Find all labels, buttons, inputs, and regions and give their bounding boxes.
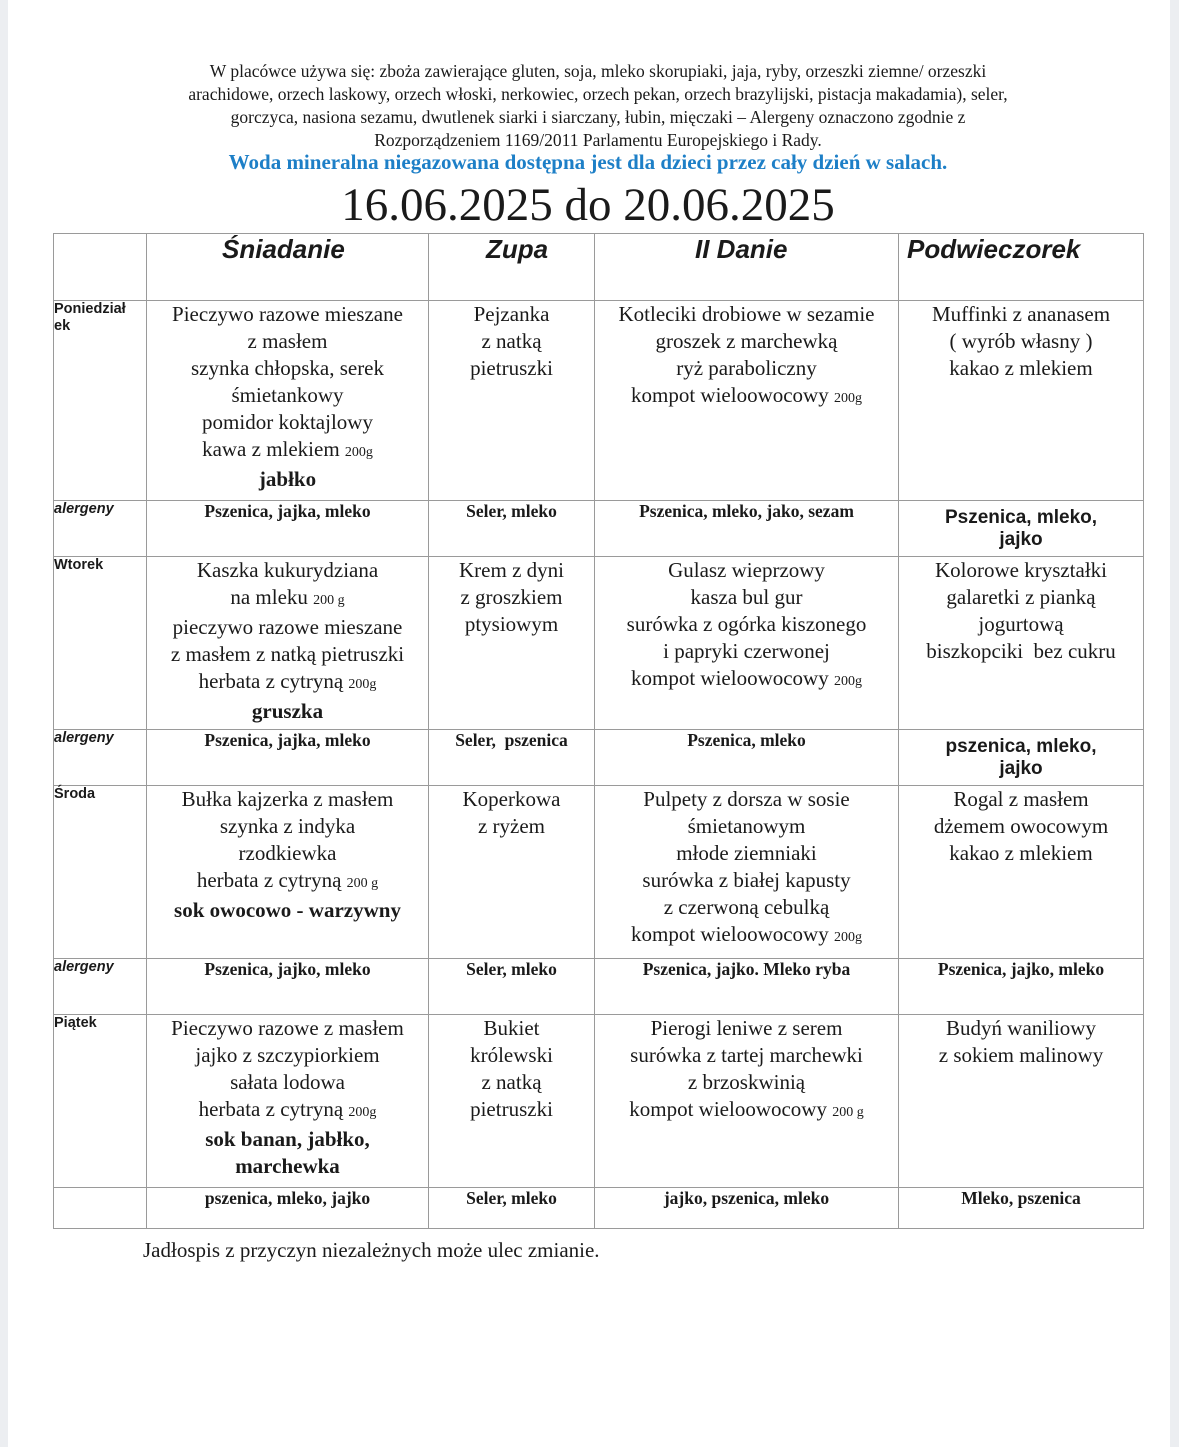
breakfast-cell (147, 301, 429, 501)
allergen-label: alergeny (54, 730, 147, 786)
meal-line: z ryżem (477, 814, 546, 838)
day-row-wednesday (54, 786, 1144, 959)
allergen-soup: Seler, pszenica (429, 730, 595, 786)
allergen-breakfast: pszenica, mleko, jajko (147, 1188, 429, 1229)
meal-line: surówka z ogórka kiszonego (626, 612, 867, 636)
allergen-label: alergeny (54, 959, 147, 1015)
allergen-soup: Seler, mleko (429, 1188, 595, 1229)
meal-line: ryż paraboliczny (676, 356, 817, 380)
meal-line: śmietankowy (231, 383, 344, 407)
meal-line: dżemem owocowym (933, 814, 1109, 838)
meal-line: kakao z mlekiem (949, 841, 1093, 865)
meal-text: kompot wieloowocowy (629, 1097, 827, 1121)
allergen-row-wednesday (54, 959, 1144, 1015)
meal-text: herbata z cytryną (198, 1097, 344, 1121)
meal-line (147, 436, 428, 466)
meal-line: z masłem (247, 329, 328, 353)
meal-line: z sokiem malinowy (938, 1043, 1104, 1067)
meal-line: jajko z szczypiorkiem (195, 1043, 380, 1067)
water-notice: Woda mineralna niegazowana dostępna jest dla dzieci przez cały dzień w salach. (228, 150, 948, 174)
portion-size: 200g (348, 1105, 377, 1120)
meal-text: kompot wieloowocowy (631, 922, 829, 946)
portion-size: 200 g (313, 593, 345, 608)
snack-cell (899, 557, 1144, 730)
main-cell (595, 557, 899, 730)
header-breakfast: Śniadanie (147, 234, 429, 301)
meal-line: Krem z dyni (459, 558, 564, 582)
header-soup: Zupa (429, 234, 595, 301)
meal-line: kasza bul gur (690, 585, 803, 609)
meal-line: ( wyrób własny ) (949, 329, 1093, 353)
meal-line: groszek z marchewką (655, 329, 838, 353)
allergen-main: jajko, pszenica, mleko (595, 1188, 899, 1229)
meal-line: śmietanowym (687, 814, 806, 838)
meal-line (147, 668, 428, 698)
intro-line: Rozporządzeniem 1169/2011 Parlamentu Europejskiego i Rady. (374, 130, 822, 150)
main-cell (595, 786, 899, 959)
allergen-main: Pszenica, jajko. Mleko ryba (595, 959, 899, 1015)
allergen-label: alergeny (54, 501, 147, 557)
allergen-snack (899, 730, 1144, 786)
meal-line: Kolorowe kryształki (934, 558, 1108, 582)
meal-line: surówka z białej kapusty (642, 868, 851, 892)
allergen-snack-text: pszenica, mleko, jajko (945, 736, 1097, 779)
allergen-breakfast: Pszenica, jajka, mleko (147, 501, 429, 557)
allergen-main: Pszenica, mleko, jako, sezam (595, 501, 899, 557)
main-cell (595, 301, 899, 501)
portion-size: 200g (833, 391, 862, 406)
snack-cell (899, 786, 1144, 959)
portion-size: 200g (348, 677, 377, 692)
meal-line-juice: sok owocowo - warzywny (174, 898, 401, 922)
meal-line: i papryki czerwonej (663, 639, 830, 663)
meal-line: pietruszki (470, 356, 553, 380)
meal-line: surówka z tartej marchewki (630, 1043, 863, 1067)
portion-size: 200 g (832, 1105, 864, 1120)
meal-line: Budyń waniliowy (946, 1016, 1096, 1040)
allergen-soup: Seler, mleko (429, 501, 595, 557)
day-row-tuesday (54, 557, 1144, 730)
meal-line (147, 584, 428, 614)
portion-size: 200g (833, 930, 862, 945)
meal-line: szynka z indyka (219, 814, 356, 838)
meal-line: Kaszka kukurydziana (196, 558, 379, 582)
meal-line-juice: marchewka (235, 1154, 340, 1178)
meal-line: Pejzanka (473, 302, 550, 326)
meal-line (595, 382, 898, 412)
meal-line: pomidor koktajlowy (202, 410, 373, 434)
meal-text: herbata z cytryną (196, 868, 342, 892)
meal-line: pietruszki (470, 1097, 553, 1121)
weekly-menu-table (53, 233, 1144, 1229)
allergen-intro (128, 60, 1068, 152)
allergen-row-friday (54, 1188, 1144, 1229)
breakfast-cell (147, 786, 429, 959)
soup-cell (429, 557, 595, 730)
meal-line: pieczywo razowe mieszane (172, 615, 403, 639)
meal-text: kawa z mlekiem (202, 437, 340, 461)
allergen-snack-text: Pszenica, mleko, jajko (944, 507, 1098, 550)
main-cell (595, 1015, 899, 1188)
meal-line-fruit: jabłko (258, 467, 317, 491)
allergen-soup: Seler, mleko (429, 959, 595, 1015)
meal-line (595, 921, 898, 951)
day-label (54, 301, 147, 501)
allergen-row-tuesday (54, 730, 1144, 786)
meal-line-fruit: gruszka (251, 699, 324, 723)
portion-size: 200g (344, 445, 373, 460)
meal-line-juice: sok banan, jabłko, (205, 1127, 370, 1151)
allergen-row-monday (54, 501, 1144, 557)
day-row-monday (54, 301, 1144, 501)
meal-line (595, 1096, 898, 1126)
allergen-main: Pszenica, mleko (595, 730, 899, 786)
meal-line: Muffinki z ananasem (931, 302, 1111, 326)
meal-line (595, 665, 898, 695)
header-snack: Podwieczorek (899, 234, 1144, 301)
intro-line: gorczyca, nasiona sezamu, dwutlenek siarki i siarczany, łubin, mięczaki – Alergeny oznaczono zgodnie z (230, 107, 966, 127)
day-name: Poniedział ek (54, 301, 126, 334)
meal-line: królewski (470, 1043, 553, 1067)
meal-line: jogurtową (978, 612, 1064, 636)
meal-line: Bułka kajzerka z masłem (181, 787, 394, 811)
meal-line: sałata lodowa (230, 1070, 345, 1094)
meal-line: Pieczywo razowe mieszane (172, 302, 403, 326)
meal-text: herbata z cytryną (198, 669, 344, 693)
soup-cell (429, 1015, 595, 1188)
meal-text: kompot wieloowocowy (631, 666, 829, 690)
meal-line: kakao z mlekiem (949, 356, 1093, 380)
meal-line: z natką (481, 329, 542, 353)
allergen-label-empty (54, 1188, 147, 1229)
meal-line: Pulpety z dorsza w sosie (643, 787, 850, 811)
meal-line: Koperkowa (462, 787, 561, 811)
meal-line: Pieczywo razowe z masłem (171, 1016, 404, 1040)
breakfast-cell (147, 557, 429, 730)
menu-page (8, 0, 1170, 1447)
allergen-breakfast: Pszenica, jajka, mleko (147, 730, 429, 786)
allergen-snack: Mleko, pszenica (899, 1188, 1144, 1229)
meal-line: rzodkiewka (238, 841, 337, 865)
meal-text: kompot wieloowocowy (631, 383, 829, 407)
date-range-title: 16.06.2025 do 20.06.2025 (341, 179, 835, 231)
allergen-breakfast: Pszenica, jajko, mleko (147, 959, 429, 1015)
portion-size: 200 g (346, 876, 379, 891)
snack-cell (899, 301, 1144, 501)
day-label: Piątek (54, 1015, 147, 1188)
meal-line: z brzoskwinią (687, 1070, 806, 1094)
day-label: Środa (54, 786, 147, 959)
soup-cell (429, 786, 595, 959)
meal-line: z groszkiem (460, 585, 563, 609)
meal-line: Gulasz wieprzowy (668, 558, 825, 582)
meal-line: galaretki z pianką (946, 585, 1096, 609)
intro-line: arachidowe, orzech laskowy, orzech włoski, nerkowiec, orzech pekan, orzech brazylijski, pistacja makadamia), seler, (188, 84, 1008, 104)
meal-line (147, 867, 428, 897)
meal-line: biszkopciki bez cukru (926, 639, 1116, 663)
meal-line (147, 1096, 428, 1126)
meal-line: Bukiet (483, 1016, 540, 1040)
breakfast-cell (147, 1015, 429, 1188)
soup-cell (429, 301, 595, 501)
meal-line: Pierogi leniwe z serem (650, 1016, 843, 1040)
meal-line: szynka chłopska, serek (190, 356, 385, 380)
day-row-friday (54, 1015, 1144, 1188)
meal-line: Kotleciki drobiowe w sezamie (618, 302, 875, 326)
corner-cell (54, 234, 147, 301)
meal-line: z masłem z natką pietruszki (170, 642, 405, 666)
allergen-snack: Pszenica, jajko, mleko (899, 959, 1144, 1015)
meal-line: z natką (481, 1070, 542, 1094)
meal-line: z czerwoną cebulką (663, 895, 830, 919)
intro-line: W placówce używa się: zboża zawierające gluten, soja, mleko skorupiaki, jaja, ryby, orzeszki ziemne/ orzeszki (209, 61, 987, 81)
header-row (54, 234, 1144, 301)
allergen-snack (899, 501, 1144, 557)
menu-change-note: Jadłospis z przyczyn niezależnych może ulec zmianie. (143, 1238, 600, 1262)
meal-text: na mleku (230, 585, 308, 609)
day-label: Wtorek (54, 557, 147, 730)
meal-line: ptysiowym (464, 612, 559, 636)
snack-cell (899, 1015, 1144, 1188)
header-main: II Danie (595, 234, 899, 301)
portion-size: 200g (833, 674, 862, 689)
meal-line: Rogal z masłem (953, 787, 1089, 811)
meal-line: młode ziemniaki (676, 841, 817, 865)
